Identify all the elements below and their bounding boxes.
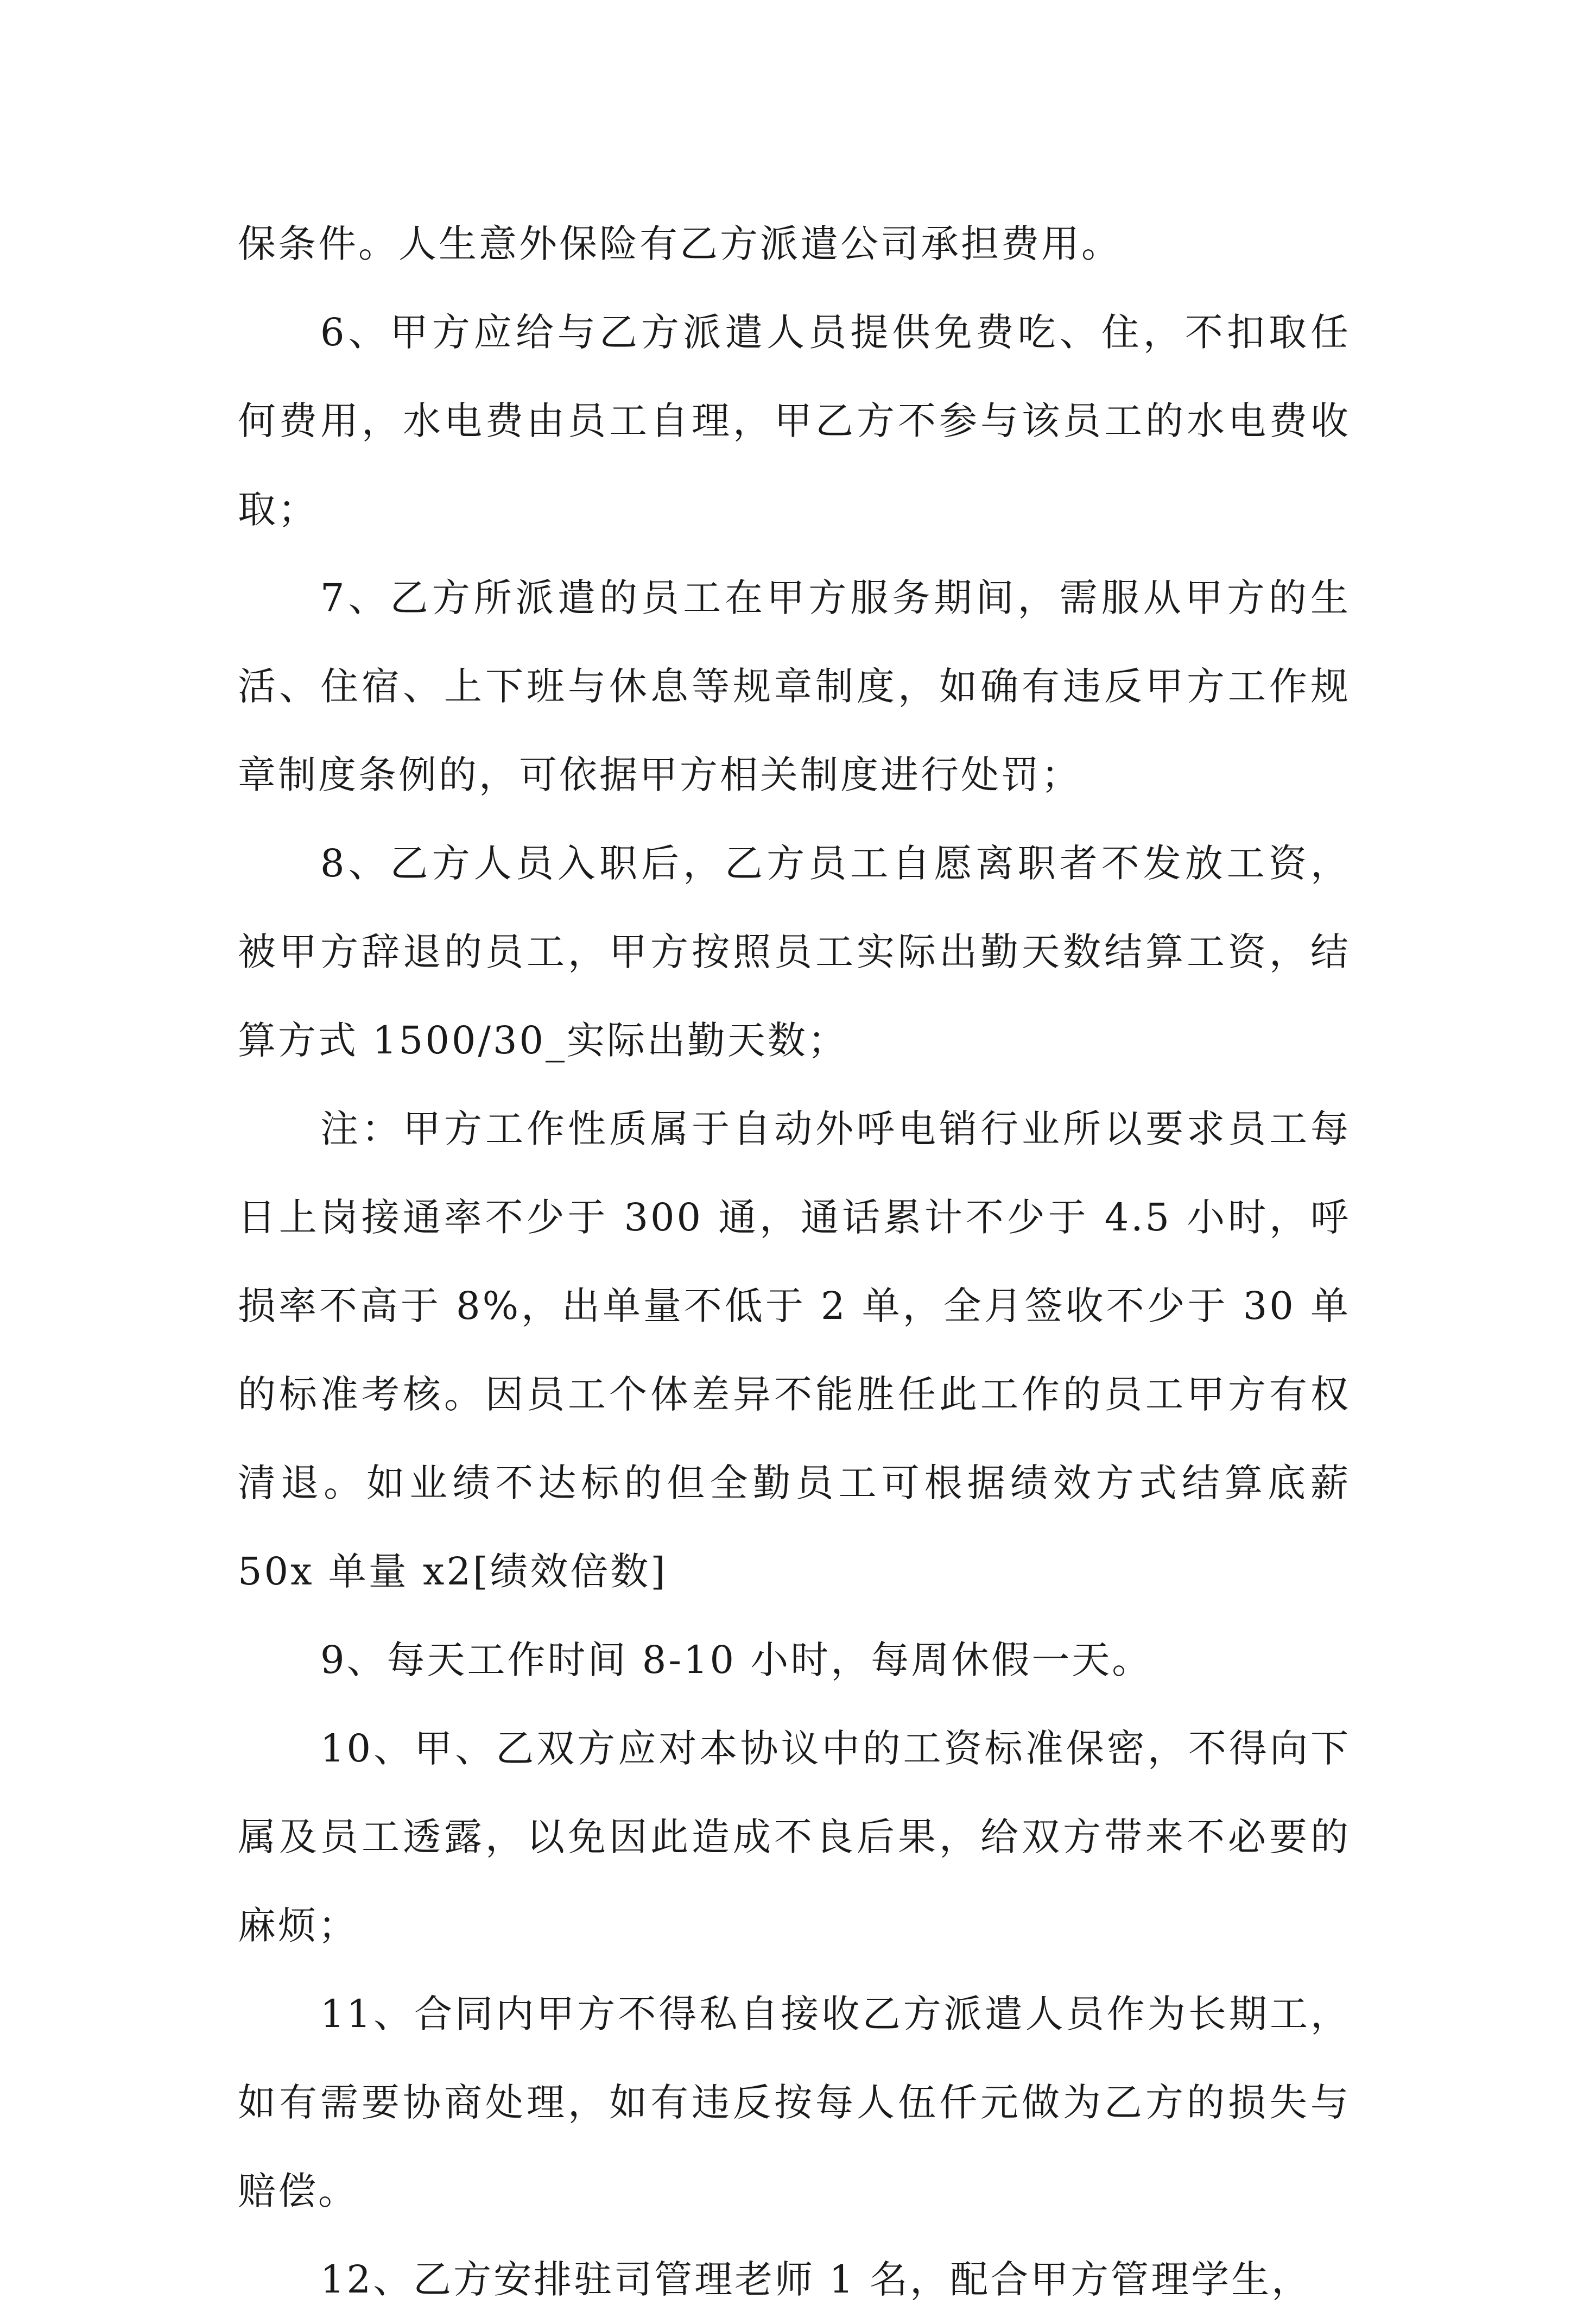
paragraph-clause-11: 11、合同内甲方不得私自接收乙方派遣人员作为长期工，如有需要协商处理，如有违反按每人伍仟元做为乙方的损失与赔偿。 — [238, 1992, 1351, 2213]
paragraph-clause-9: 9、每天工作时间 8-10 小时，每周休假一天。 — [320, 1638, 1152, 1682]
paragraph-clause-6: 6、甲方应给与乙方派遣人员提供免费吃、住，不扣取任何费用，水电费由员工自理，甲乙方不参与该员工的水电费收取； — [238, 310, 1351, 532]
paragraph-clause-12: 12、乙方安排驻司管理老师 1 名，配合甲方管理学生， — [320, 2257, 1312, 2302]
paragraph-clause-8: 8、乙方人员入职后，乙方员工自愿离职者不发放工资，被甲方辞退的员工，甲方按照员工实际出勤天数结算工资，结算方式 1500/30_实际出勤天数； — [238, 841, 1351, 1063]
paragraph-note: 注：甲方工作性质属于自动外呼电销行业所以要求员工每日上岗接通率不少于 300 通，通话累计不少于 4.5 小时，呼损率不高于 8%，出单量不低于 2 单，全月签收不少于 30 单的标准考核。因员工个体差异不能胜任此工作的员工甲方有权清退。如业绩不达标的但全勤员工可根据绩效方式结算底薪 50x 单量 x2[绩效倍数] — [238, 1107, 1351, 1594]
paragraph-continuation: 保条件。人生意外保险有乙方派遣公司承担费用。 — [238, 222, 1122, 266]
paragraph-clause-10: 10、甲、乙双方应对本协议中的工资标准保密，不得向下属及员工透露，以免因此造成不良后果，给双方带来不必要的麻烦； — [238, 1726, 1351, 1948]
document-body — [238, 200, 1351, 2324]
paragraph-clause-7: 7、乙方所派遣的员工在甲方服务期间，需服从甲方的生活、住宿、上下班与休息等规章制度，如确有违反甲方工作规章制度条例的，可依据甲方相关制度进行处罚； — [238, 576, 1351, 797]
